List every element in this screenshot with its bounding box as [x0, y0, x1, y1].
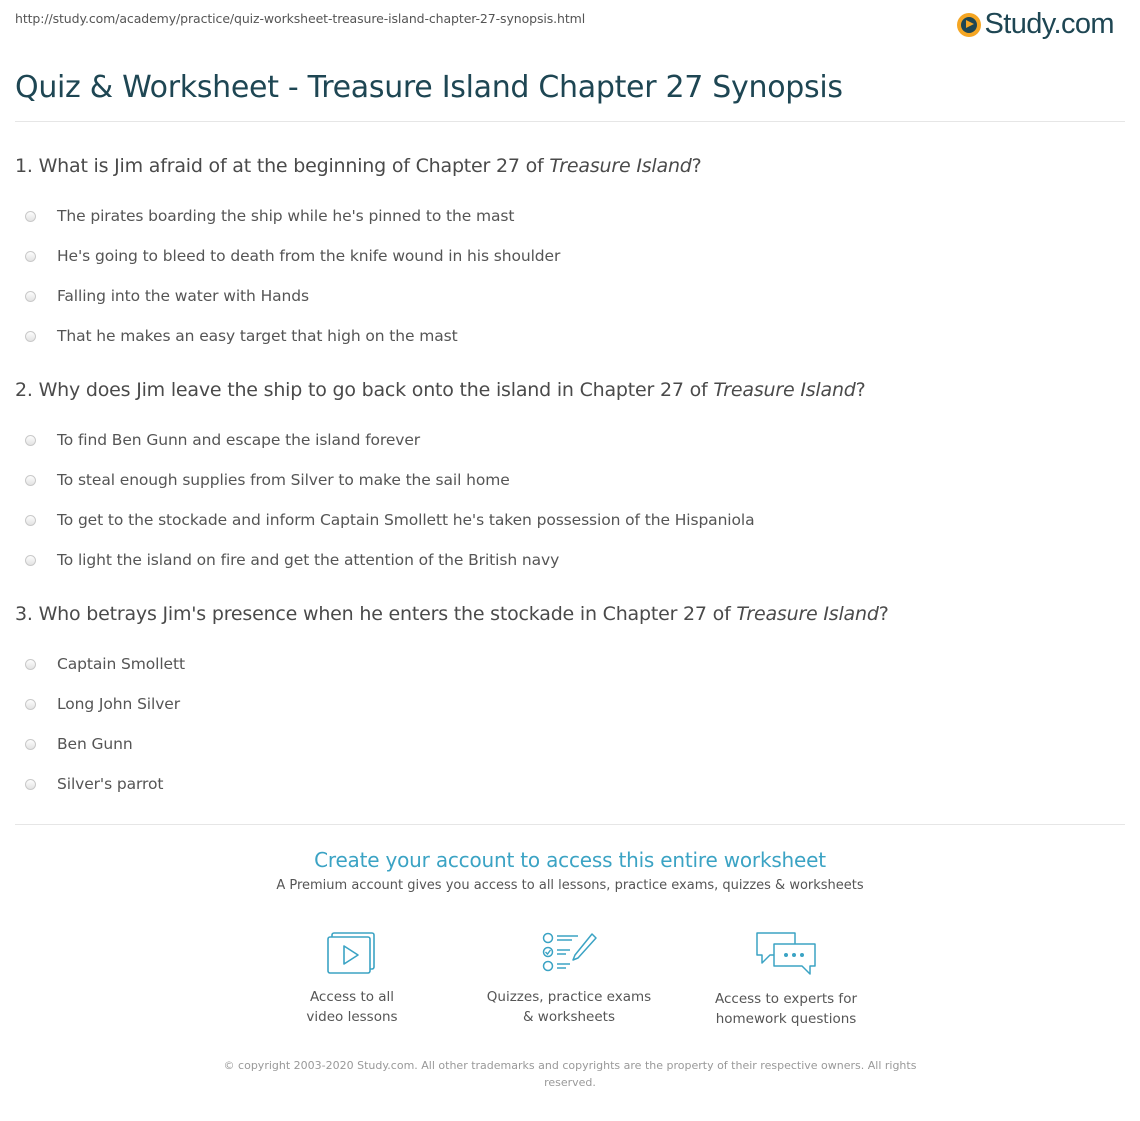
feature-label-line2: homework questions — [715, 1011, 857, 1027]
question-1 — [15, 155, 1125, 356]
answer-option[interactable]: That he makes an easy target that high on the mast — [15, 316, 1125, 356]
feature-video-lessons — [242, 930, 462, 1027]
video-lesson-icon — [326, 930, 378, 974]
radio-button[interactable] — [25, 211, 36, 222]
answer-option[interactable]: The pirates boarding the ship while he's pinned to the mast — [15, 196, 1125, 236]
quiz-checklist-icon — [540, 930, 598, 974]
expert-chat-icon — [754, 930, 818, 976]
study-logo[interactable] — [957, 8, 1114, 41]
logo-text: Study.com — [984, 8, 1114, 40]
radio-button[interactable] — [25, 331, 36, 342]
feature-quizzes — [459, 930, 679, 1027]
answer-option[interactable]: To find Ben Gunn and escape the island forever — [15, 420, 1125, 460]
cta-subtitle: A Premium account gives you access to all lessons, practice exams, quizzes & worksheets — [276, 878, 864, 893]
radio-button[interactable] — [25, 739, 36, 750]
radio-button[interactable] — [25, 699, 36, 710]
answer-list — [15, 196, 1125, 356]
header-divider — [15, 121, 1125, 122]
answer-option[interactable]: Long John Silver — [15, 684, 1125, 724]
question-text: 1. What is Jim afraid of at the beginning of Chapter 27 of Treasure Island? — [15, 155, 702, 177]
answer-option[interactable]: Silver's parrot — [15, 764, 1125, 804]
answer-option[interactable]: Falling into the water with Hands — [15, 276, 1125, 316]
copyright-footer: © copyright 2003-2020 Study.com. All other trademarks and copyrights are the property of their respective owners. All rights reserved. — [223, 1059, 917, 1089]
radio-button[interactable] — [25, 659, 36, 670]
section-divider — [15, 824, 1125, 825]
radio-button[interactable] — [25, 291, 36, 302]
radio-button[interactable] — [25, 435, 36, 446]
answer-option[interactable]: He's going to bleed to death from the knife wound in his shoulder — [15, 236, 1125, 276]
question-text: 2. Why does Jim leave the ship to go back onto the island in Chapter 27 of Treasure Island? — [15, 379, 866, 401]
answer-option[interactable]: Captain Smollett — [15, 644, 1125, 684]
play-logo-icon — [957, 13, 981, 37]
answer-option[interactable]: To get to the stockade and inform Captain Smollett he's taken possession of the Hispaniola — [15, 500, 1125, 540]
feature-label-line1: Quizzes, practice exams — [486, 989, 652, 1005]
create-account-link[interactable]: Create your account to access this entire worksheet — [314, 848, 826, 872]
feature-label-line2: video lessons — [306, 1009, 398, 1025]
feature-label-line1: Access to all — [309, 989, 395, 1005]
radio-button[interactable] — [25, 251, 36, 262]
answer-option[interactable]: To light the island on fire and get the attention of the British navy — [15, 540, 1125, 580]
feature-experts — [676, 930, 896, 1029]
page-title: Quiz & Worksheet - Treasure Island Chapter 27 Synopsis — [15, 70, 843, 105]
feature-label-line1: Access to experts for — [714, 991, 857, 1007]
radio-button[interactable] — [25, 779, 36, 790]
page-url: http://study.com/academy/practice/quiz-worksheet-treasure-island-chapter-27-synopsis.html — [15, 11, 586, 26]
answer-option[interactable]: Ben Gunn — [15, 724, 1125, 764]
answer-list — [15, 420, 1125, 580]
question-3 — [15, 603, 1125, 804]
question-text: 3. Who betrays Jim's presence when he enters the stockade in Chapter 27 of Treasure Island? — [15, 603, 889, 625]
radio-button[interactable] — [25, 475, 36, 486]
radio-button[interactable] — [25, 555, 36, 566]
answer-list — [15, 644, 1125, 804]
answer-option[interactable]: To steal enough supplies from Silver to make the sail home — [15, 460, 1125, 500]
radio-button[interactable] — [25, 515, 36, 526]
feature-label-line2: & worksheets — [522, 1009, 615, 1025]
question-2 — [15, 379, 1125, 580]
